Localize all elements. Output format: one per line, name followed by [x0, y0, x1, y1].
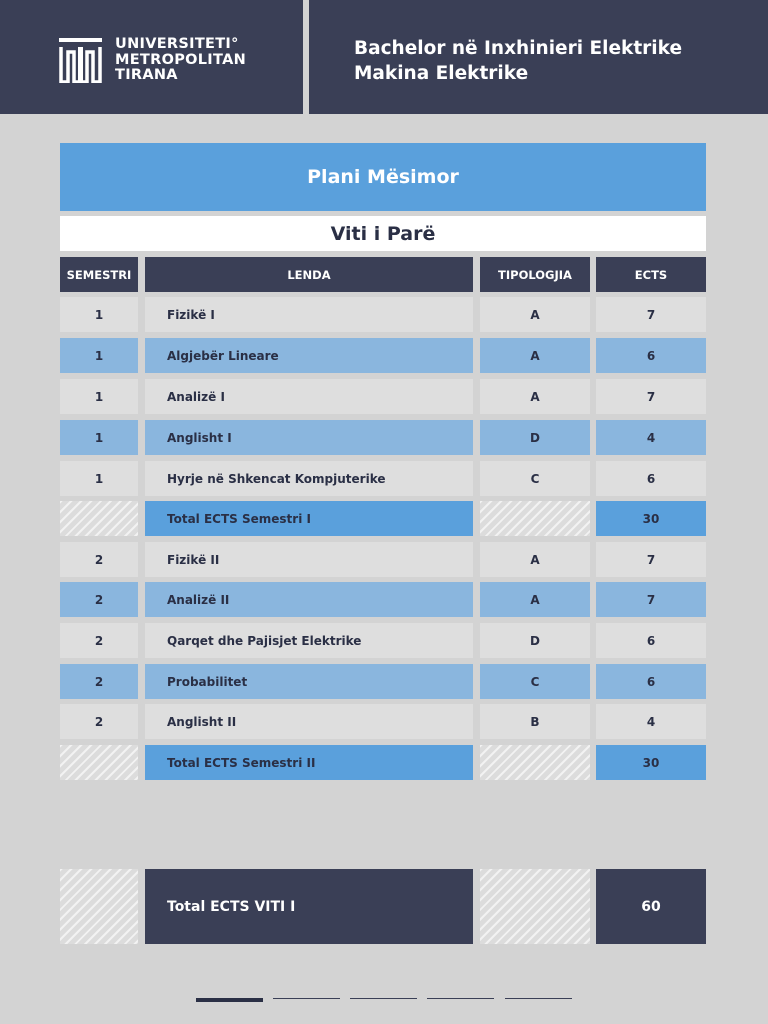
typology-cell: D — [480, 420, 590, 455]
column-header-semester: SEMESTRI — [60, 257, 138, 292]
ects-cell: 7 — [596, 542, 706, 577]
program-title — [354, 36, 682, 86]
hatched-cell — [480, 501, 590, 536]
typology-cell: A — [480, 297, 590, 332]
page-indicator-active[interactable] — [196, 998, 263, 1002]
semester-cell: 1 — [60, 379, 138, 414]
page-indicator-bar[interactable] — [350, 998, 417, 999]
year-total-label: Total ECTS VITI I — [145, 869, 473, 944]
ects-cell: 4 — [596, 420, 706, 455]
subject-cell: Anglisht II — [145, 704, 473, 739]
typology-cell: A — [480, 379, 590, 414]
semester-total-ects: 30 — [596, 745, 706, 780]
typology-cell: A — [480, 582, 590, 617]
year-title: Viti i Parë — [60, 216, 706, 251]
page-indicator-bar[interactable] — [505, 998, 572, 999]
typology-cell: D — [480, 623, 590, 658]
semester-cell: 1 — [60, 338, 138, 373]
hatched-cell — [480, 869, 590, 944]
typology-cell: C — [480, 664, 590, 699]
semester-total-label: Total ECTS Semestri I — [145, 501, 473, 536]
semester-cell: 1 — [60, 297, 138, 332]
semester-cell: 2 — [60, 623, 138, 658]
typology-cell: A — [480, 542, 590, 577]
program-title-line: Bachelor në Inxhinieri Elektrike — [354, 38, 682, 59]
subject-cell: Probabilitet — [145, 664, 473, 699]
semester-total-ects: 30 — [596, 501, 706, 536]
ects-cell: 6 — [596, 664, 706, 699]
subject-cell: Algjebër Lineare — [145, 338, 473, 373]
header-left-panel — [0, 0, 303, 114]
semester-cell: 2 — [60, 664, 138, 699]
page-indicator-bar[interactable] — [427, 998, 494, 999]
subject-cell: Qarqet dhe Pajisjet Elektrike — [145, 623, 473, 658]
header-right-panel — [309, 0, 768, 114]
university-name — [115, 37, 246, 84]
ects-cell: 7 — [596, 379, 706, 414]
semester-cell: 1 — [60, 461, 138, 496]
typology-cell: C — [480, 461, 590, 496]
subject-cell: Fizikë I — [145, 297, 473, 332]
subject-cell: Analizë I — [145, 379, 473, 414]
university-name-line: UNIVERSITETI° — [115, 36, 239, 52]
ects-cell: 7 — [596, 582, 706, 617]
ects-cell: 6 — [596, 623, 706, 658]
hatched-cell — [60, 745, 138, 780]
semester-cell: 2 — [60, 542, 138, 577]
hatched-cell — [480, 745, 590, 780]
subject-cell: Hyrje në Shkencat Kompjuterike — [145, 461, 473, 496]
semester-cell: 2 — [60, 704, 138, 739]
semester-total-label: Total ECTS Semestri II — [145, 745, 473, 780]
university-name-line: TIRANA — [115, 67, 178, 83]
ects-cell: 6 — [596, 461, 706, 496]
hatched-cell — [60, 869, 138, 944]
year-total-ects: 60 — [596, 869, 706, 944]
ects-cell: 4 — [596, 704, 706, 739]
program-title-line: Makina Elektrike — [354, 63, 529, 84]
hatched-cell — [60, 501, 138, 536]
subject-cell: Anglisht I — [145, 420, 473, 455]
university-name-line: METROPOLITAN — [115, 51, 247, 68]
column-header-subject: LENDA — [145, 257, 473, 292]
ects-cell: 7 — [596, 297, 706, 332]
curriculum-banner: Plani Mësimor — [60, 143, 706, 211]
typology-cell: A — [480, 338, 590, 373]
ects-cell: 6 — [596, 338, 706, 373]
typology-cell: B — [480, 704, 590, 739]
semester-cell: 1 — [60, 420, 138, 455]
column-header-ects: ECTS — [596, 257, 706, 292]
column-header-typology: TIPOLOGJIA — [480, 257, 590, 292]
page-indicator-bar[interactable] — [273, 998, 340, 999]
university-logo-icon — [59, 38, 102, 83]
subject-cell: Fizikë II — [145, 542, 473, 577]
subject-cell: Analizë II — [145, 582, 473, 617]
semester-cell: 2 — [60, 582, 138, 617]
